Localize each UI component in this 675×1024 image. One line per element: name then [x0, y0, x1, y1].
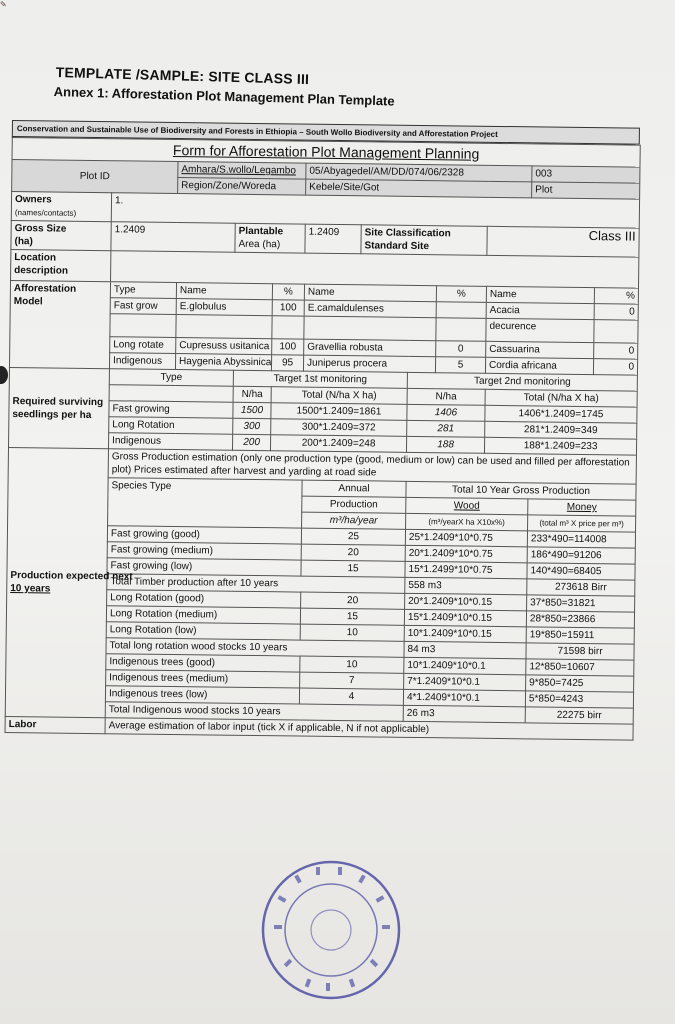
production-total-row: Total long rotation wood stocks 10 years 84 m3 71598 birr [6, 636, 634, 660]
region-label: Region/Zone/Woreda [178, 178, 306, 196]
plot-id-label: Plot ID [12, 160, 178, 194]
seedlings-row: Indigenous 200 200*1.2409=248 188 188*1.2409=233 [8, 431, 636, 455]
production-row: Long Rotation (medium) 15 15*1.2409*10*0.15 28*850=23866 [6, 604, 634, 628]
model-row: Indigenous Haygenia Abyssinica 95 Juniperus procera 5 Cordia africana 0 [9, 351, 637, 375]
official-stamp-icon [256, 855, 406, 1005]
labor-label: Labor [5, 716, 105, 733]
production-header-production: Production [302, 496, 406, 513]
production-header-wood-unit: (m³/yearX ha X10x%) [406, 513, 528, 530]
labor-text: Average estimation of labor input (tick X if applicable, N if not applicable) [105, 718, 633, 740]
seedlings-header-nha-2: N/ha [407, 388, 485, 405]
production-header-money: Money [528, 499, 636, 516]
form-container [5, 120, 640, 741]
seedlings-header-total-1: Total (N/ha X ha) [271, 387, 407, 405]
production-row: Fast growing (low) 15 15*1.2499*10*0.75 140*490=68405 [7, 556, 635, 580]
seedlings-header-total-2: Total (N/ha X ha) [485, 389, 637, 407]
gross-size-value: 1.2409 [111, 222, 235, 253]
plantable-area-value: 1.2409 [305, 224, 361, 254]
model-row: Long rotate Cupresuss usitanica 100 Gravellia robusta 0 Cassuarina 0 [10, 335, 638, 359]
owners-label: Owners (names/contacts) [11, 192, 111, 222]
afforestation-model-label: Afforestation Model [9, 280, 110, 368]
seedlings-row: Long Rotation 300 300*1.2409=372 281 281*1.2409=349 [9, 415, 637, 439]
model-header-pct-1: % [272, 284, 304, 300]
form-table [5, 137, 641, 741]
model-header-type: Type [110, 282, 176, 299]
site-class-value: Class III [487, 226, 639, 257]
seedlings-header-type: Type [109, 369, 233, 387]
model-header-pct-3: % [594, 288, 638, 305]
production-row: Long Rotation (low) 10 10*1.2409*10*0.15 19*850=15911 [6, 620, 634, 644]
production-total-row: Total Timber production after 10 years 558 m3 273618 Birr [7, 572, 635, 596]
production-header-unit: m³/ha/year [302, 512, 406, 529]
model-row: Fast grow E.globulus 100 E.camaldulenses Acacia 0 [10, 296, 638, 320]
production-row: Long Rotation (good) 20 20*1.2409*10*0.15 37*850=31821 [7, 588, 635, 612]
plot-value: 003 [532, 166, 640, 183]
model-row: decurence [10, 312, 638, 343]
kebele-value: 05/Abyagedel/AM/DD/074/06/2328 [306, 163, 532, 182]
production-total-row: Total Indigenous wood stocks 10 years 26 m3 22275 birr [5, 700, 633, 724]
kebele-label: Kebele/Site/Got [306, 179, 532, 198]
production-row: Indigenous trees (medium) 7 7*1.2409*10*0.1 9*850=7425 [6, 668, 634, 692]
model-header-name-1: Name [176, 283, 272, 300]
production-row: Fast growing (good) 25 25*1.2409*10*0.75 233*490=114008 [7, 524, 635, 548]
site-classification-label: Site Classification Standard Site [361, 225, 487, 256]
plantable-area-label: Plantable Area (ha) [235, 223, 305, 253]
plot-label: Plot [532, 182, 640, 199]
production-row: Fast growing (medium) 20 20*1.2409*10*0.75 186*490=91206 [7, 540, 635, 564]
gross-size-label: Gross Size (ha) [11, 220, 111, 250]
seedlings-header-nha-1: N/ha [233, 386, 271, 402]
production-header-money-unit: (total m³ X price per m³) [528, 515, 636, 532]
owners-value: 1. [111, 193, 639, 228]
model-header-name-3: Name [486, 286, 594, 303]
page-title: TEMPLATE /SAMPLE: SITE CLASS III [55, 64, 310, 88]
production-row: Indigenous trees (good) 10 10*1.2409*10*0.1 12*850=10607 [6, 652, 634, 676]
seedlings-row: Fast growing 1500 1500*1.2409=1861 1406 1406*1.2409=1745 [9, 399, 637, 423]
model-header-name-2: Name [304, 284, 436, 302]
production-label: Production expected next 10 years [5, 447, 108, 717]
location-label: Location description [11, 249, 111, 281]
annex-title: Annex 1: Afforestation Plot Management Plan Template [53, 84, 395, 109]
production-row: Indigenous trees (low) 4 4*1.2409*10*0.1 5*850=4243 [5, 684, 633, 708]
production-header-annual: Annual [302, 480, 406, 497]
region-value: Amhara/S.wollo/Legambo [178, 162, 306, 180]
production-note: Gross Production estimation (only one production type (good, medium or low) can be used and filled per afforestation plot) Prices estimated after harvest and yarding at road side [108, 449, 636, 484]
form-title: Form for Afforestation Plot Management Planning [12, 138, 640, 168]
organization-banner: Conservation and Sustainable Use of Biodiversity and Forests in Ethiopia – South Wollo Biodiversity and Afforestation Project [12, 120, 640, 145]
punch-hole-icon [0, 366, 8, 384]
production-header-wood: Wood [406, 497, 528, 514]
seedlings-header-target2: Target 2nd monitoring [407, 372, 637, 391]
model-header-pct-2: % [436, 286, 486, 303]
seedlings-header-target1: Target 1st monitoring [233, 370, 407, 388]
seedlings-label: Required surviving seedlings per ha [8, 367, 109, 448]
corner-mark: ✎ [0, 0, 7, 9]
production-header-total: Total 10 Year Gross Production [406, 481, 636, 500]
production-header-species: Species Type [108, 478, 303, 528]
